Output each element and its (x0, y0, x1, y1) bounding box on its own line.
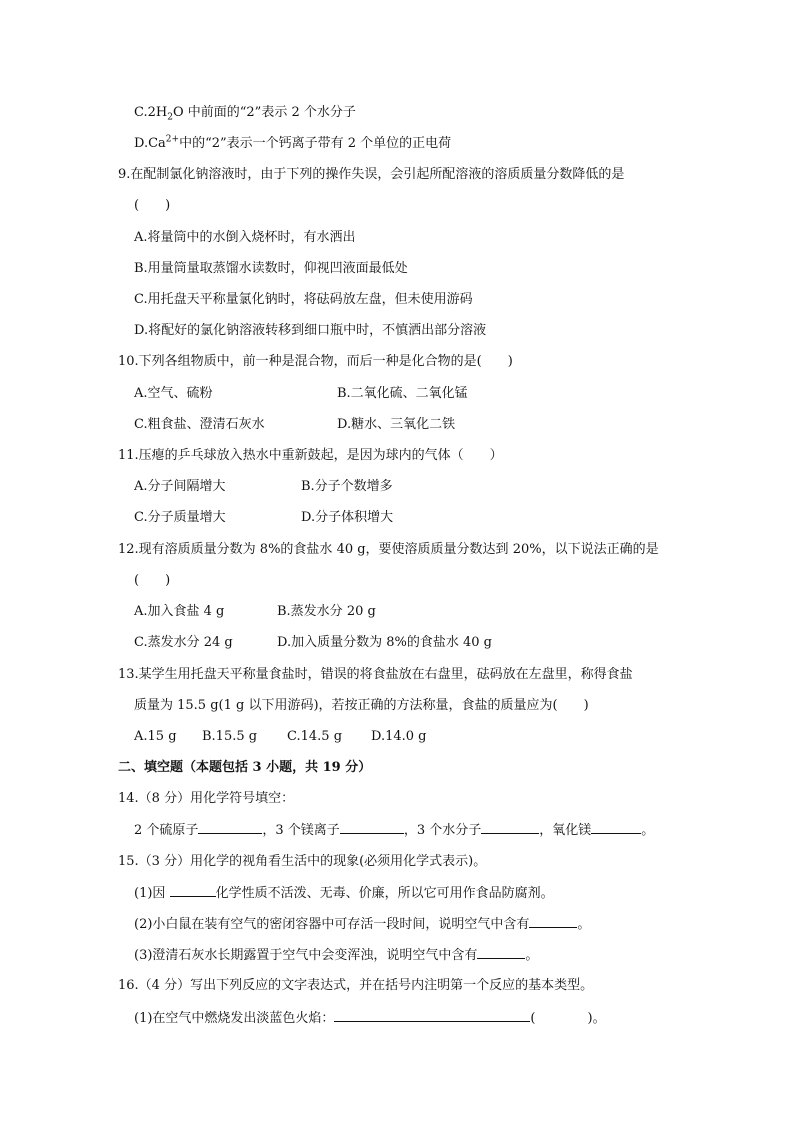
q9-option-a: A.将量筒中的水倒入烧杯时，有水洒出 (134, 230, 356, 245)
q14-blank-4[interactable] (591, 821, 641, 834)
q9-option-b: B.用量筒量取蒸馏水读数时，仰视凹液面最低处 (134, 261, 408, 276)
q9-option-d: D.将配好的氯化钠溶液转移到细口瓶中时，不慎洒出部分溶液 (134, 323, 487, 338)
q15-part-3 (134, 946, 538, 965)
q8-d-superscript: 2+ (165, 134, 180, 145)
q12-answer-paren: ( ) (134, 573, 171, 588)
q14-stem: 14.（8 分）用化学符号填空： (118, 791, 295, 806)
q15-p1-prefix: (1)因 (134, 886, 170, 901)
q15-p2-prefix: (2)小白鼠在装有空气的密闭容器中可存活一段时间，说明空气中含有 (134, 917, 530, 932)
q14-blank-2[interactable] (340, 821, 404, 834)
q14-part-1: 2 个硫原子 (134, 823, 199, 838)
q10-option-d: D.糖水、三氧化二铁 (337, 417, 456, 432)
q13-option-a: A.15 g (134, 729, 177, 744)
q14-part-2: ，3 个镁离子 (262, 823, 340, 838)
q15-part-2 (134, 915, 590, 934)
q16-stem: 16.（4 分）写出下列反应的文字表达式，并在括号内注明第一个反应的基本类型。 (118, 978, 594, 993)
q11-stem: 11.压瘪的乒乓球放入热水中重新鼓起，是因为球内的气体（ ） (118, 448, 503, 463)
q12-option-b: B.蒸发水分 20 g (277, 604, 376, 619)
q14-part-3: ，3 个水分子 (403, 823, 482, 838)
q12-option-d: D.加入质量分数为 8%的食盐水 40 g (277, 635, 492, 650)
q16-part-1 (134, 1009, 606, 1028)
q14-blank-1[interactable] (198, 821, 262, 834)
q15-p3-prefix: (3)澄清石灰水长期露置于空气中会变浑浊，说明空气中含有 (134, 948, 478, 963)
q9-option-c: C.用托盘天平称量氯化钠时，将砝码放左盘，但未使用游码 (134, 292, 473, 307)
q14-blank-3[interactable] (481, 821, 539, 834)
q10-option-c: C.粗食盐、澄清石灰水 (134, 417, 265, 432)
q11-option-c: C.分子质量增大 (134, 510, 226, 525)
q16-blank-1[interactable] (334, 1009, 530, 1022)
q8-option-d (134, 135, 451, 153)
q15-p3-suffix: 。 (525, 948, 539, 963)
q11-option-d: D.分子体积增大 (301, 510, 394, 525)
q15-p2-suffix: 。 (577, 917, 591, 932)
q8-c-text-b: O 中前面的“2”表示 2 个水分子 (172, 105, 356, 120)
q14-part-5: 。 (641, 823, 655, 838)
q13-stem-line1: 13.某学生用托盘天平称量食盐时，错误的将食盐放在右盘里，砝码放在左盘里，称得食盐 (118, 667, 633, 682)
q12-stem: 12.现有溶质质量分数为 8%的食盐水 40 g，要使溶质质量分数达到 20%，以下说法正确的是 (118, 542, 659, 557)
q10-option-a: A.空气、硫粉 (134, 386, 213, 401)
q15-p1-suffix: 化学性质不活泼、无毒、价廉，所以它可用作食品防腐剂。 (215, 886, 554, 901)
q10-stem: 10.下列各组物质中，前一种是混合物，而后一种是化合物的是( ) (118, 354, 513, 369)
q11-option-a: A.分子间隔增大 (134, 479, 226, 494)
q16-p1-suffix: ( )。 (530, 1011, 606, 1026)
q8-d-text-a: D.Ca (134, 136, 166, 151)
q15-stem: 15.（3 分）用化学的视角看生活中的现象(必须用化学式表示)。 (118, 854, 487, 869)
q8-c-subscript: 2 (167, 112, 173, 123)
q12-option-c: C.蒸发水分 24 g (134, 635, 233, 650)
q15-blank-3[interactable] (477, 946, 525, 959)
q15-blank-1[interactable] (170, 884, 216, 897)
q9-answer-paren: ( ) (134, 198, 171, 213)
q9-stem: 9.在配制氯化钠溶液时，由于下列的操作失误，会引起所配溶液的溶质质量分数降低的是 (118, 167, 625, 182)
q8-option-c (134, 104, 356, 122)
q15-part-1 (134, 884, 554, 903)
q8-c-text-a: C.2H (134, 105, 168, 120)
q14-fill-line (134, 821, 654, 840)
q13-option-b: B.15.5 g (202, 729, 258, 744)
q12-option-a: A.加入食盐 4 g (134, 604, 225, 619)
q13-option-d: D.14.0 g (371, 729, 427, 744)
q13-option-c: C.14.5 g (287, 729, 343, 744)
q8-d-text-b: 中的“2”表示一个钙离子带有 2 个单位的正电荷 (179, 136, 452, 151)
q10-option-b: B.二氧化硫、二氧化锰 (337, 386, 468, 401)
q15-blank-2[interactable] (529, 915, 577, 928)
q16-p1-prefix: (1)在空气中燃烧发出淡蓝色火焰： (134, 1011, 335, 1026)
q13-stem-line2: 质量为 15.5 g(1 g 以下用游码)，若按正确的方法称量，食盐的质量应为( ) (134, 698, 589, 713)
section-2-heading: 二、填空题（本题包括 3 小题，共 19 分） (118, 760, 372, 775)
q11-option-b: B.分子个数增多 (301, 479, 393, 494)
q14-part-4: ，氧化镁 (539, 823, 592, 838)
